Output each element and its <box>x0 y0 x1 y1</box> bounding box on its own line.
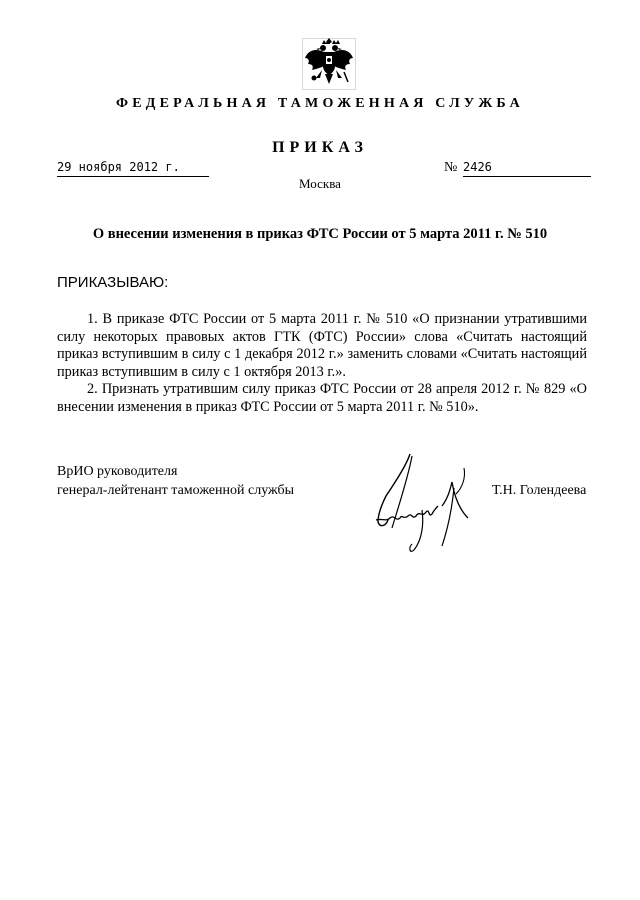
order-date-field <box>57 158 209 177</box>
agency-name: ФЕДЕРАЛЬНАЯ ТАМОЖЕННАЯ СЛУЖБА <box>116 96 524 111</box>
order-keyword: ПРИКАЗЫВАЮ: <box>57 274 169 291</box>
signatory-rank: генерал-лейтенант таможенной службы <box>57 483 295 498</box>
order-number: 2426 <box>463 160 492 174</box>
number-sign: № <box>444 160 458 175</box>
signatory-name: Т.Н. Голендеева <box>492 483 587 498</box>
signatory-position: ВрИО руководителя <box>57 464 178 479</box>
order-date: 29 ноября 2012 г. <box>57 160 180 174</box>
order-paragraph-2: 2. Признать утратившим силу приказ ФТС России от 28 апреля 2012 г. № 829 «О внесении изменения в приказ ФТС России от 5 марта 2011 г. № 510». <box>57 381 587 415</box>
order-paragraph-1: 1. В приказе ФТС России от 5 марта 2011 г. № 510 «О признании утратившими силу некоторых правовых актов ГТК (ФТС) России» слова «Считать настоящий приказ вступившим в силу с 1 декабря 2012 г.» заменить словами «Считать настоящий приказ вступившим в силу с 1 октября 2013 г.». <box>57 311 587 380</box>
document-type: ПРИКАЗ <box>272 139 368 156</box>
city: Москва <box>299 176 341 191</box>
handwritten-signature-icon <box>372 448 482 556</box>
order-subject: О внесении изменения в приказ ФТС России от 5 марта 2011 г. № 510 <box>92 226 548 242</box>
order-number-field <box>463 158 591 177</box>
russian-double-headed-eagle-icon <box>302 38 356 90</box>
